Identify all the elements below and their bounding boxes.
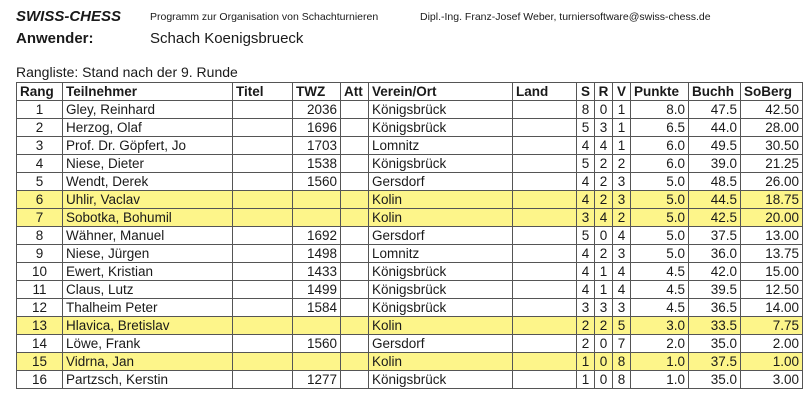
cell-r: 0 — [595, 353, 613, 371]
column-header-rang: Rang — [17, 83, 63, 101]
cell-soberg: 15.00 — [741, 263, 803, 281]
cell-rang: 14 — [17, 335, 63, 353]
cell-rang: 10 — [17, 263, 63, 281]
cell-punkte: 5.0 — [631, 227, 689, 245]
cell-buchh: 42.0 — [689, 263, 741, 281]
cell-rang: 13 — [17, 317, 63, 335]
cell-s: 1 — [577, 353, 595, 371]
cell-soberg: 18.75 — [741, 191, 803, 209]
cell-s: 5 — [577, 155, 595, 173]
table-row — [17, 119, 803, 137]
cell-att — [341, 119, 369, 137]
cell-rang: 5 — [17, 173, 63, 191]
cell-verein: Gersdorf — [369, 173, 513, 191]
column-header-s: S — [577, 83, 595, 101]
table-row — [17, 191, 803, 209]
cell-titel — [233, 299, 293, 317]
cell-twz: 1703 — [293, 137, 341, 155]
cell-titel — [233, 209, 293, 227]
cell-soberg: 2.00 — [741, 335, 803, 353]
column-header-soberg: SoBerg — [741, 83, 803, 101]
cell-v: 1 — [613, 119, 631, 137]
cell-twz: 1696 — [293, 119, 341, 137]
cell-v: 1 — [613, 137, 631, 155]
cell-buchh: 44.5 — [689, 191, 741, 209]
cell-verein: Kolin — [369, 209, 513, 227]
cell-name: Vidrna, Jan — [63, 353, 233, 371]
cell-r: 4 — [595, 209, 613, 227]
cell-att — [341, 155, 369, 173]
cell-att — [341, 137, 369, 155]
cell-s: 5 — [577, 119, 595, 137]
table-row — [17, 209, 803, 227]
cell-rang: 15 — [17, 353, 63, 371]
cell-soberg: 20.00 — [741, 209, 803, 227]
cell-rang: 9 — [17, 245, 63, 263]
cell-land — [513, 245, 577, 263]
cell-buchh: 39.5 — [689, 281, 741, 299]
cell-att — [341, 317, 369, 335]
cell-att — [341, 371, 369, 389]
cell-punkte: 1.0 — [631, 353, 689, 371]
cell-buchh: 44.0 — [689, 119, 741, 137]
cell-punkte: 3.0 — [631, 317, 689, 335]
cell-soberg: 21.25 — [741, 155, 803, 173]
cell-land — [513, 155, 577, 173]
cell-r: 0 — [595, 371, 613, 389]
cell-titel — [233, 353, 293, 371]
cell-soberg: 12.50 — [741, 281, 803, 299]
cell-titel — [233, 371, 293, 389]
cell-v: 4 — [613, 263, 631, 281]
cell-rang: 16 — [17, 371, 63, 389]
table-row — [17, 317, 803, 335]
cell-buchh: 48.5 — [689, 173, 741, 191]
cell-rang: 4 — [17, 155, 63, 173]
user-value: Schach Koenigsbrueck — [150, 30, 304, 47]
cell-buchh: 37.5 — [689, 227, 741, 245]
cell-punkte: 8.0 — [631, 101, 689, 119]
cell-land — [513, 173, 577, 191]
cell-twz: 1560 — [293, 173, 341, 191]
cell-att — [341, 209, 369, 227]
cell-land — [513, 227, 577, 245]
cell-r: 2 — [595, 173, 613, 191]
cell-titel — [233, 101, 293, 119]
cell-name: Gley, Reinhard — [63, 101, 233, 119]
cell-land — [513, 263, 577, 281]
cell-rang: 3 — [17, 137, 63, 155]
table-row — [17, 101, 803, 119]
table-row — [17, 173, 803, 191]
standings-caption: Rangliste: Stand nach der 9. Runde — [16, 64, 238, 80]
cell-punkte: 5.0 — [631, 245, 689, 263]
table-row — [17, 263, 803, 281]
cell-land — [513, 137, 577, 155]
table-row — [17, 353, 803, 371]
column-header-name: Teilnehmer — [63, 83, 233, 101]
cell-name: Löwe, Frank — [63, 335, 233, 353]
cell-twz: 1277 — [293, 371, 341, 389]
cell-r: 4 — [595, 137, 613, 155]
cell-s: 3 — [577, 299, 595, 317]
cell-r: 0 — [595, 227, 613, 245]
cell-r: 2 — [595, 245, 613, 263]
cell-att — [341, 191, 369, 209]
cell-land — [513, 299, 577, 317]
cell-soberg: 3.00 — [741, 371, 803, 389]
cell-buchh: 33.5 — [689, 317, 741, 335]
column-header-land: Land — [513, 83, 577, 101]
cell-punkte: 5.0 — [631, 209, 689, 227]
cell-att — [341, 227, 369, 245]
cell-soberg: 30.50 — [741, 137, 803, 155]
cell-r: 3 — [595, 299, 613, 317]
table-row — [17, 155, 803, 173]
cell-soberg: 28.00 — [741, 119, 803, 137]
cell-twz: 1498 — [293, 245, 341, 263]
cell-twz: 1692 — [293, 227, 341, 245]
cell-buchh: 49.5 — [689, 137, 741, 155]
cell-soberg: 7.75 — [741, 317, 803, 335]
cell-r: 1 — [595, 263, 613, 281]
cell-verein: Gersdorf — [369, 227, 513, 245]
program-description: Programm zur Organisation von Schachturnieren — [150, 11, 379, 23]
table-row — [17, 137, 803, 155]
cell-buchh: 42.5 — [689, 209, 741, 227]
cell-v: 2 — [613, 155, 631, 173]
cell-att — [341, 173, 369, 191]
cell-punkte: 2.0 — [631, 335, 689, 353]
cell-rang: 12 — [17, 299, 63, 317]
column-header-titel: Titel — [233, 83, 293, 101]
cell-rang: 8 — [17, 227, 63, 245]
cell-name: Ewert, Kristian — [63, 263, 233, 281]
cell-verein: Königsbrück — [369, 281, 513, 299]
cell-att — [341, 353, 369, 371]
cell-buchh: 47.5 — [689, 101, 741, 119]
cell-s: 4 — [577, 263, 595, 281]
cell-name: Hlavica, Bretislav — [63, 317, 233, 335]
cell-v: 5 — [613, 317, 631, 335]
cell-punkte: 4.5 — [631, 299, 689, 317]
cell-name: Prof. Dr. Göpfert, Jo — [63, 137, 233, 155]
cell-r: 2 — [595, 155, 613, 173]
cell-soberg: 14.00 — [741, 299, 803, 317]
cell-verein: Kolin — [369, 191, 513, 209]
cell-s: 3 — [577, 209, 595, 227]
cell-r: 1 — [595, 281, 613, 299]
cell-twz: 1433 — [293, 263, 341, 281]
standings-body — [17, 101, 803, 389]
cell-s: 5 — [577, 227, 595, 245]
cell-punkte: 6.0 — [631, 155, 689, 173]
cell-name: Wendt, Derek — [63, 173, 233, 191]
cell-v: 3 — [613, 191, 631, 209]
column-header-v: V — [613, 83, 631, 101]
cell-soberg: 13.75 — [741, 245, 803, 263]
cell-land — [513, 191, 577, 209]
cell-v: 4 — [613, 281, 631, 299]
author-contact: Dipl.-Ing. Franz-Josef Weber, turniersoftware@swiss-chess.de — [420, 11, 711, 23]
cell-s: 4 — [577, 191, 595, 209]
cell-r: 2 — [595, 317, 613, 335]
cell-name: Sobotka, Bohumil — [63, 209, 233, 227]
cell-verein: Gersdorf — [369, 335, 513, 353]
cell-land — [513, 209, 577, 227]
cell-att — [341, 281, 369, 299]
cell-titel — [233, 137, 293, 155]
cell-att — [341, 101, 369, 119]
cell-punkte: 6.0 — [631, 137, 689, 155]
cell-name: Thalheim Peter — [63, 299, 233, 317]
user-label: Anwender: — [16, 30, 94, 47]
cell-twz: 1584 — [293, 299, 341, 317]
cell-buchh: 36.5 — [689, 299, 741, 317]
cell-land — [513, 371, 577, 389]
cell-twz — [293, 209, 341, 227]
cell-verein: Königsbrück — [369, 101, 513, 119]
cell-punkte: 4.5 — [631, 263, 689, 281]
cell-verein: Lomnitz — [369, 137, 513, 155]
cell-titel — [233, 119, 293, 137]
table-row — [17, 281, 803, 299]
cell-punkte: 1.0 — [631, 371, 689, 389]
cell-soberg: 1.00 — [741, 353, 803, 371]
column-header-att: Att — [341, 83, 369, 101]
cell-verein: Königsbrück — [369, 263, 513, 281]
cell-v: 4 — [613, 227, 631, 245]
cell-twz: 1560 — [293, 335, 341, 353]
cell-att — [341, 263, 369, 281]
cell-r: 2 — [595, 191, 613, 209]
cell-att — [341, 299, 369, 317]
cell-s: 4 — [577, 137, 595, 155]
cell-name: Wähner, Manuel — [63, 227, 233, 245]
table-row — [17, 299, 803, 317]
cell-buchh: 36.0 — [689, 245, 741, 263]
cell-verein: Lomnitz — [369, 245, 513, 263]
cell-soberg: 42.50 — [741, 101, 803, 119]
cell-titel — [233, 245, 293, 263]
cell-name: Niese, Dieter — [63, 155, 233, 173]
cell-buchh: 37.5 — [689, 353, 741, 371]
cell-punkte: 5.0 — [631, 191, 689, 209]
cell-r: 3 — [595, 119, 613, 137]
table-row — [17, 371, 803, 389]
standings-table — [16, 82, 803, 389]
cell-titel — [233, 227, 293, 245]
cell-land — [513, 101, 577, 119]
cell-land — [513, 335, 577, 353]
cell-land — [513, 353, 577, 371]
cell-v: 7 — [613, 335, 631, 353]
cell-s: 4 — [577, 173, 595, 191]
cell-land — [513, 119, 577, 137]
cell-v: 3 — [613, 245, 631, 263]
cell-att — [341, 245, 369, 263]
table-row — [17, 335, 803, 353]
cell-rang: 2 — [17, 119, 63, 137]
cell-land — [513, 317, 577, 335]
cell-name: Niese, Jürgen — [63, 245, 233, 263]
cell-verein: Königsbrück — [369, 299, 513, 317]
cell-rang: 6 — [17, 191, 63, 209]
cell-rang: 11 — [17, 281, 63, 299]
cell-punkte: 4.5 — [631, 281, 689, 299]
column-header-r: R — [595, 83, 613, 101]
cell-r: 0 — [595, 335, 613, 353]
cell-s: 4 — [577, 245, 595, 263]
cell-name: Partzsch, Kerstin — [63, 371, 233, 389]
cell-buchh: 35.0 — [689, 371, 741, 389]
cell-v: 3 — [613, 299, 631, 317]
cell-name: Claus, Lutz — [63, 281, 233, 299]
cell-s: 8 — [577, 101, 595, 119]
cell-land — [513, 281, 577, 299]
brand-title: SWISS-CHESS — [16, 8, 122, 25]
cell-verein: Königsbrück — [369, 119, 513, 137]
cell-twz — [293, 317, 341, 335]
cell-titel — [233, 173, 293, 191]
column-header-twz: TWZ — [293, 83, 341, 101]
cell-r: 0 — [595, 101, 613, 119]
table-header-row — [17, 83, 803, 101]
table-row — [17, 245, 803, 263]
cell-v: 8 — [613, 353, 631, 371]
cell-titel — [233, 263, 293, 281]
cell-rang: 1 — [17, 101, 63, 119]
cell-v: 3 — [613, 173, 631, 191]
cell-buchh: 35.0 — [689, 335, 741, 353]
column-header-verein: Verein/Ort — [369, 83, 513, 101]
cell-titel — [233, 317, 293, 335]
cell-v: 1 — [613, 101, 631, 119]
cell-titel — [233, 191, 293, 209]
table-row — [17, 227, 803, 245]
cell-name: Herzog, Olaf — [63, 119, 233, 137]
cell-verein: Kolin — [369, 353, 513, 371]
cell-punkte: 5.0 — [631, 173, 689, 191]
cell-s: 2 — [577, 317, 595, 335]
cell-rang: 7 — [17, 209, 63, 227]
cell-soberg: 13.00 — [741, 227, 803, 245]
cell-att — [341, 335, 369, 353]
cell-titel — [233, 281, 293, 299]
cell-s: 4 — [577, 281, 595, 299]
cell-buchh: 39.0 — [689, 155, 741, 173]
cell-twz — [293, 191, 341, 209]
cell-twz — [293, 353, 341, 371]
cell-twz: 1499 — [293, 281, 341, 299]
cell-twz: 1538 — [293, 155, 341, 173]
cell-name: Uhlir, Vaclav — [63, 191, 233, 209]
cell-v: 8 — [613, 371, 631, 389]
cell-soberg: 26.00 — [741, 173, 803, 191]
column-header-buchh: Buchh — [689, 83, 741, 101]
cell-titel — [233, 155, 293, 173]
column-header-punkte: Punkte — [631, 83, 689, 101]
cell-s: 2 — [577, 335, 595, 353]
cell-twz: 2036 — [293, 101, 341, 119]
cell-titel — [233, 335, 293, 353]
cell-s: 1 — [577, 371, 595, 389]
cell-verein: Königsbrück — [369, 371, 513, 389]
cell-verein: Königsbrück — [369, 155, 513, 173]
cell-v: 2 — [613, 209, 631, 227]
cell-punkte: 6.5 — [631, 119, 689, 137]
cell-verein: Kolin — [369, 317, 513, 335]
